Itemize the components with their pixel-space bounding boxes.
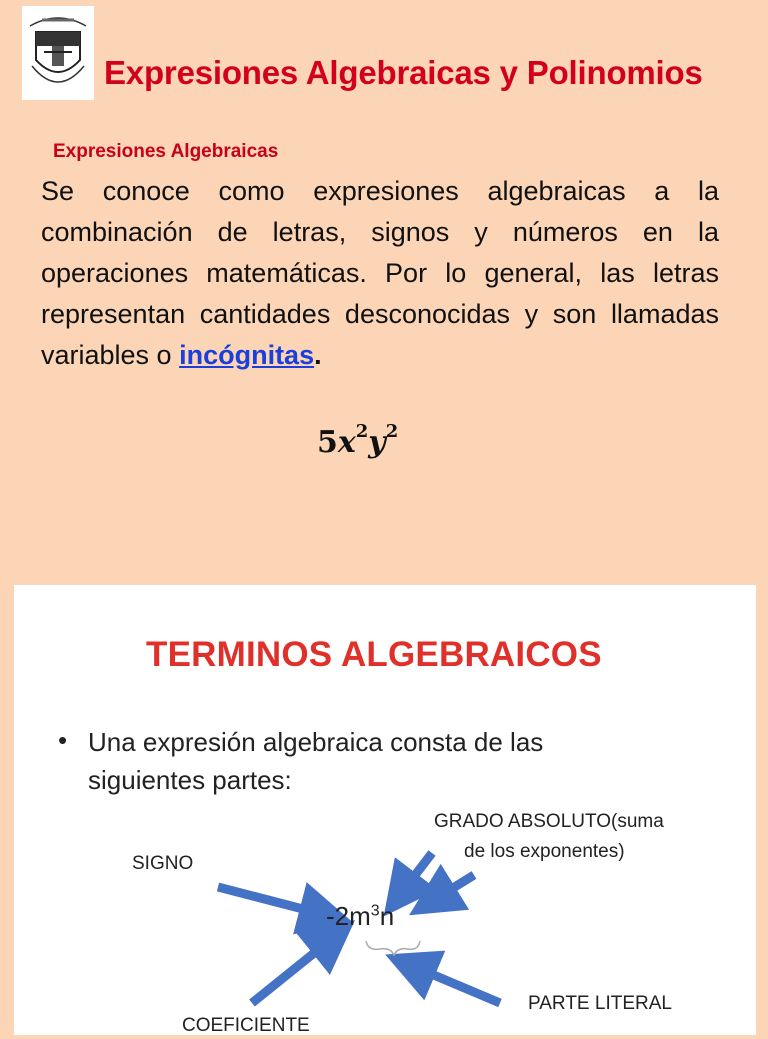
signo-arrow-icon — [218, 887, 326, 915]
coeficiente-arrow-icon — [252, 937, 334, 1003]
incognitas-link[interactable]: incógnitas — [179, 340, 315, 370]
formula-var-x: x — [337, 425, 356, 460]
label-grado-line2: de los exponentes) — [464, 841, 625, 862]
label-parte-literal: PARTE LITERAL — [528, 993, 672, 1014]
term-expression — [326, 901, 394, 932]
literal-arrow-icon — [410, 965, 500, 1003]
grado-arrow-right-icon — [432, 875, 474, 901]
label-grado-line1: GRADO ABSOLUTO(suma — [434, 811, 664, 832]
grado-arrow-left-icon — [400, 853, 432, 895]
crest-icon — [22, 6, 94, 100]
example-formula — [317, 421, 399, 460]
formula-coefficient: 5 — [317, 425, 338, 460]
terminos-slide — [14, 585, 756, 1035]
paragraph-period: . — [314, 340, 322, 370]
label-coeficiente: COEFICIENTE — [182, 1015, 310, 1036]
page-title: Expresiones Algebraicas y Polinomios — [104, 54, 703, 91]
bullet-icon: • — [58, 725, 68, 755]
paragraph-text: Se conoce como expresiones algebraicas a la combinación de letras, signos y números en la operaciones matemáticas. Por lo general, las letras representan cantidades desconocidas y son llamadas variables o — [41, 176, 719, 370]
expr-exponent: 3 — [370, 902, 380, 920]
formula-exp-y: 2 — [385, 421, 399, 442]
brace-icon — [366, 941, 420, 955]
section-subtitle: Expresiones Algebraicas — [53, 141, 279, 162]
formula-exp-x: 2 — [355, 421, 369, 442]
definition-paragraph — [41, 171, 719, 376]
label-signo: SIGNO — [132, 853, 194, 874]
expr-base: -2m — [326, 901, 371, 931]
bullet-text: Una expresión algebraica consta de las siguientes partes: — [88, 727, 544, 795]
slide-title: TERMINOS ALGEBRAICOS — [146, 635, 602, 674]
school-logo — [22, 6, 94, 100]
expr-end: n — [379, 901, 395, 931]
formula-var-y: y — [368, 425, 386, 460]
